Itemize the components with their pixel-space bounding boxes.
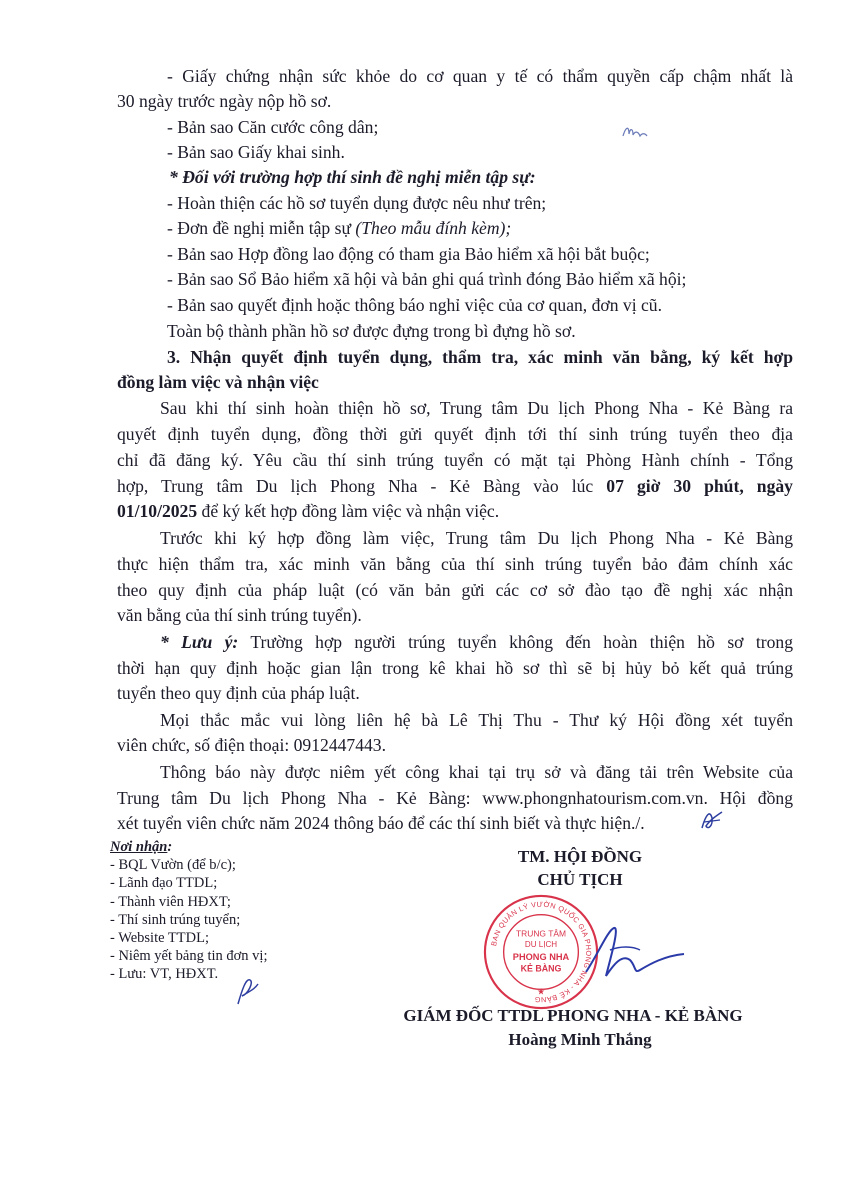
body-line: theo quy định của pháp luật (có văn bản gửi các cơ sở đào tạo đề nghị xác nhận: [117, 580, 793, 600]
body-line: quyết định tuyển dụng, đồng thời gửi quyết định tới thí sinh trúng tuyển theo địa: [117, 424, 793, 444]
body-line: Trước khi ký hợp đồng làm việc, Trung tâm Du lịch Phong Nha - Kẻ Bàng: [160, 528, 793, 548]
recipient-item: - Thành viên HĐXT;: [110, 893, 231, 910]
recipient-item: - Lãnh đạo TTDL;: [110, 875, 218, 892]
body-line: xét tuyển viên chức năm 2024 thông báo để các thí sinh biết và thực hiện./.: [117, 813, 645, 833]
note-label: * Lưu ý:: [160, 632, 239, 652]
handwritten-initial-mark: [232, 974, 262, 1008]
recipients-title-colon: :: [167, 839, 173, 855]
chairman-title: CHỦ TỊCH: [537, 870, 623, 889]
body-line: chỉ đã đăng ký. Yêu cầu thí sinh trúng tuyển có mặt tại Phòng Hành chính - Tổng: [117, 450, 793, 470]
body-line-text: Trường hợp người trúng tuyển không đến hoàn thiện hồ sơ trong: [238, 632, 793, 652]
recipients-title: [110, 838, 267, 856]
body-line: tuyển theo quy định của pháp luật.: [117, 683, 360, 703]
body-line: Thông báo này được niêm yết công khai tại trụ sở và đăng tải trên Website của: [160, 762, 793, 782]
section-heading: đồng làm việc và nhận việc: [117, 372, 319, 392]
body-line: [160, 631, 793, 654]
seal-text: KẺ BÀNG: [520, 963, 562, 974]
recipient-item: - BQL Vườn (để b/c);: [110, 857, 236, 874]
signer-position: GIÁM ĐỐC TTDL PHONG NHA - KẺ BÀNG: [403, 1006, 743, 1025]
body-line: Toàn bộ thành phần hồ sơ được đựng trong bì đựng hồ sơ.: [167, 321, 576, 341]
body-line: thực hiện thẩm tra, xác minh văn bằng của thí sinh trúng tuyển bảo đảm chính xác: [117, 554, 793, 574]
recipient-item: - Thí sinh trúng tuyển;: [110, 911, 241, 928]
appointment-date: 01/10/2025: [117, 501, 198, 521]
body-line: 30 ngày trước ngày nộp hồ sơ.: [117, 91, 332, 111]
body-line: thời hạn quy định hoặc gian lận trong kê khai hồ sơ thì sẽ bị hủy bỏ kết quả trúng: [117, 658, 793, 678]
body-line-text: - Đơn đề nghị miễn tập sự: [167, 218, 356, 238]
body-line: [117, 500, 499, 523]
recipient-item: - Website TTDL;: [110, 930, 209, 947]
appointment-time: 07 giờ 30 phút, ngày: [606, 476, 793, 496]
body-line: - Bản sao Giấy khai sinh.: [167, 142, 345, 162]
body-line: [117, 475, 793, 498]
seal-ring-text: BAN QUẢN LÝ VƯỜN QUỐC GIA PHONG NHA - KẺ BÀNG: [489, 899, 594, 1005]
seal-text: PHONG NHA: [512, 951, 570, 962]
body-line: - Giấy chứng nhận sức khỏe do cơ quan y tế có thẩm quyền cấp chậm nhất là: [167, 66, 793, 86]
body-line-italic: (Theo mẫu đính kèm);: [355, 218, 512, 238]
body-line: - Bản sao Căn cước công dân;: [167, 117, 379, 137]
body-line: Sau khi thí sinh hoàn thiện hồ sơ, Trung tâm Du lịch Phong Nha - Kẻ Bàng ra: [160, 398, 793, 418]
recipients-title-text: Nơi nhận: [110, 839, 168, 855]
recipient-item: - Lưu: VT, HĐXT.: [110, 966, 219, 983]
body-line: - Hoàn thiện các hồ sơ tuyển dụng được nêu như trên;: [167, 193, 547, 213]
signer-name: Hoàng Minh Thắng: [508, 1030, 652, 1049]
recipient-item: - Niêm yết bảng tin đơn vị;: [110, 948, 268, 965]
body-line-text: để ký kết hợp đồng làm việc và nhận việc.: [197, 501, 500, 521]
body-line-text: hợp, Trung tâm Du lịch Phong Nha - Kẻ Bàng vào lúc: [117, 476, 607, 496]
recipients-block: [110, 838, 267, 984]
section-subheading: * Đối với trường hợp thí sinh đề nghị miễn tập sự:: [169, 167, 536, 187]
body-line: - Bản sao Sổ Bảo hiểm xã hội và bản ghi quá trình đóng Bảo hiểm xã hội;: [167, 269, 687, 289]
council-title: TM. HỘI ĐỒNG: [517, 847, 643, 866]
handwritten-signature: [580, 920, 690, 990]
handwritten-initial-mark: [698, 808, 726, 834]
body-line: Trung tâm Du lịch Phong Nha - Kẻ Bàng: www.phongnhatourism.com.vn. Hội đồng: [117, 788, 793, 808]
body-line: viên chức, số điện thoại: 0912447443.: [117, 735, 387, 755]
body-line: - Bản sao quyết định hoặc thông báo nghỉ việc của cơ quan, đơn vị cũ.: [167, 295, 662, 315]
body-line: Mọi thắc mắc vui lòng liên hệ bà Lê Thị Thu - Thư ký Hội đồng xét tuyển: [160, 710, 793, 730]
handwritten-initial-mark: [620, 122, 650, 142]
seal-text: DU LỊCH: [524, 940, 558, 950]
body-line: [167, 217, 511, 240]
body-line: - Bản sao Hợp đồng lao động có tham gia Bảo hiểm xã hội bắt buộc;: [167, 244, 650, 264]
seal-star: ★: [537, 986, 545, 997]
seal-text: TRUNG TÂM: [516, 928, 566, 939]
section-heading: 3. Nhận quyết định tuyển dụng, thẩm tra, xác minh văn bằng, ký kết hợp: [167, 347, 793, 367]
body-line: văn bằng của thí sinh trúng tuyển).: [117, 605, 362, 625]
